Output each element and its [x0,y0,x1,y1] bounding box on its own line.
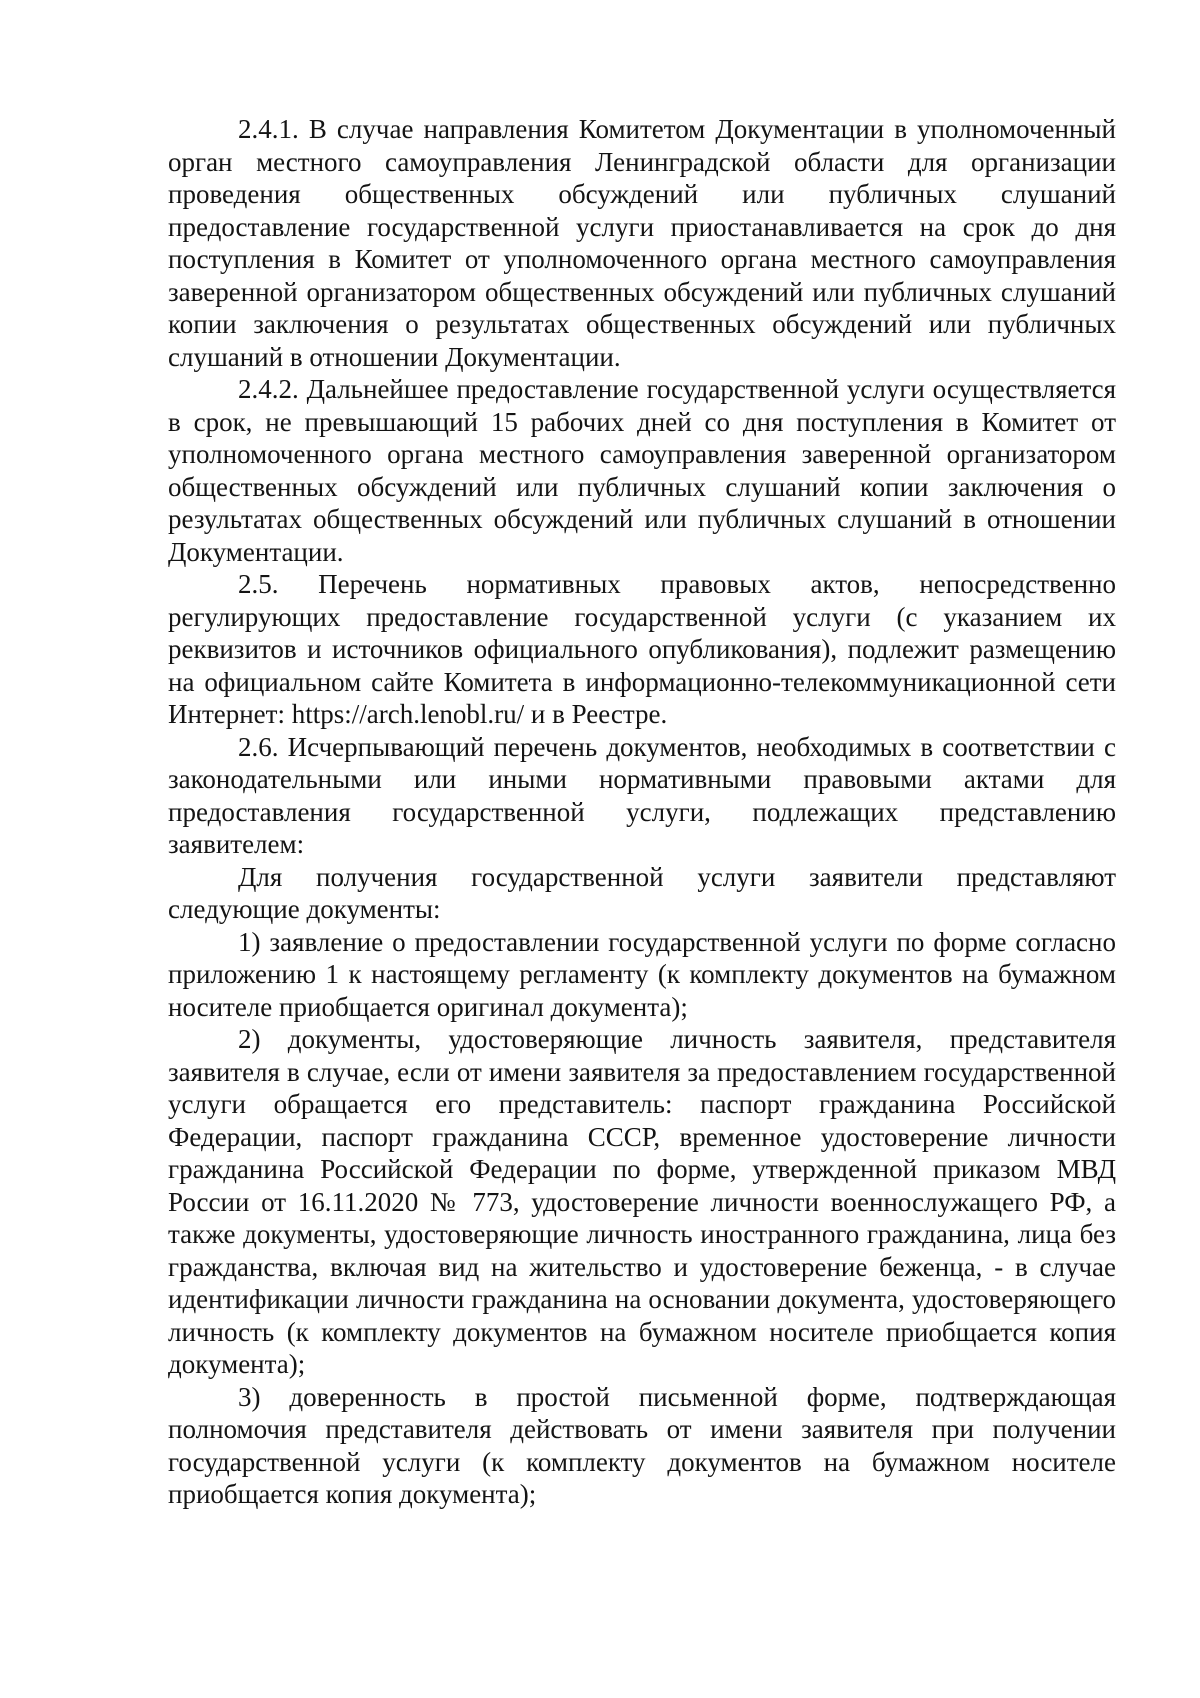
document-body [168,113,1116,1511]
paragraph-documents-intro: Для получения государственной услуги заявители представляют следующие документы: [168,861,1116,924]
list-item-3-power-of-attorney: 3) доверенность в простой письменной форме, подтверждающая полномочия представителя действовать от имени заявителя при получении государственной услуги (к комплекту документов на бумажном носителе приобщается копия документа); [168,1381,1116,1509]
paragraph-2-6: 2.6. Исчерпывающий перечень документов, необходимых в соответствии с законодательными или иными нормативными правовыми актами для предоставления государственной услуги, подлежащих представлению заявителем: [168,731,1116,859]
paragraph-2-4-2: 2.4.2. Дальнейшее предоставление государственной услуги осуществляется в срок, не превышающий 15 рабочих дней со дня поступления в Комитет от уполномоченного органа местного самоуправления заверенной организатором общественных обсуждений или публичных слушаний копии заключения о результатах общественных обсуждений или публичных слушаний в отношении Документации. [168,374,1116,567]
paragraph-2-4-1: 2.4.1. В случае направления Комитетом Документации в уполномоченный орган местного самоуправления Ленинградской области для организации проведения общественных обсуждений или публичных слушаний предоставление государственной услуги приостанавливается на срок до дня поступления в Комитет от уполномоченного органа местного самоуправления заверенной организатором общественных обсуждений или публичных слушаний копии заключения о результатах общественных обсуждений или публичных слушаний в отношении Документации. [168,114,1116,372]
list-item-1-application: 1) заявление о предоставлении государственной услуги по форме согласно приложению 1 к настоящему регламенту (к комплекту документов на бумажном носителе приобщается оригинал документа); [168,926,1116,1022]
paragraph-2-5: 2.5. Перечень нормативных правовых актов, непосредственно регулирующих предоставление государственной услуги (с указанием их реквизитов и источников официального опубликования), подлежит размещению на официальном сайте Комитета в информационно-телекоммуникационной сети Интернет: https://arch.lenobl.ru/ и в Реестре. [168,569,1116,729]
list-item-2-identity-documents: 2) документы, удостоверяющие личность заявителя, представителя заявителя в случае, если от имени заявителя за предоставлением государственной услуги обращается его представитель: паспорт гражданина Российской Федерации, паспорт гражданина СССР, временное удостоверение личности гражданина Российской Федерации по форме, утвержденной приказом МВД России от 16.11.2020 № 773, удостоверение личности военнослужащего РФ, а также документы, удостоверяющие личность иностранного гражданина, лица без гражданства, включая вид на жительство и удостоверение беженца, - в случае идентификации личности гражданина на основании документа, удостоверяющего личность (к комплекту документов на бумажном носителе приобщается копия документа); [168,1024,1116,1379]
